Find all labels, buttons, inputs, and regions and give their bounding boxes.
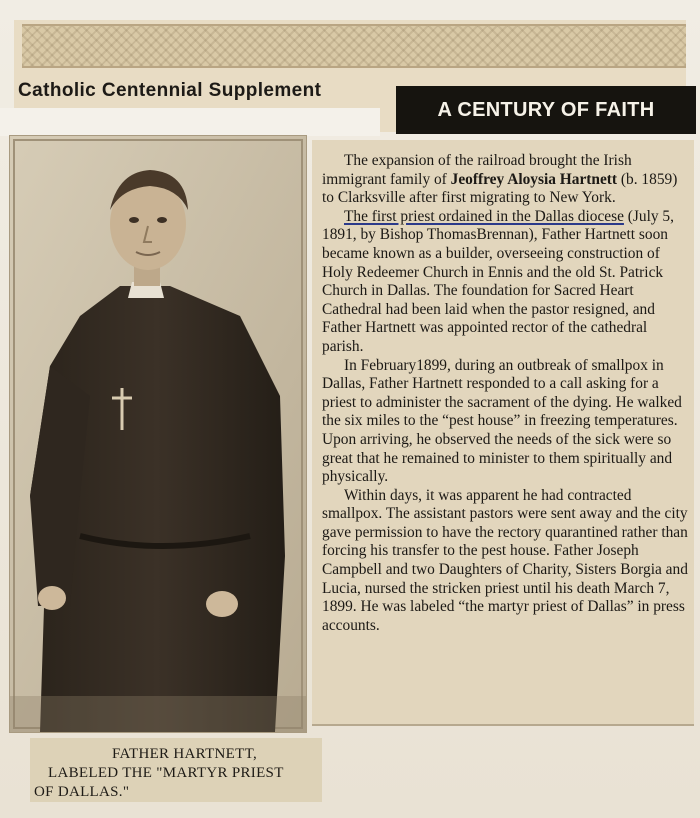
paragraph-3: In February1899, during an outbreak of smallpox in Dallas, Father Hartnett responded to a call asking for a priest to administer the sacrament of the dying. He walked the six miles to the “pest house” in freezing temperatures. Upon arriving, he observed the needs of the sick were so great that he remained to minister to them spiritually and physically. (322, 356, 682, 486)
priest-photograph (10, 136, 306, 732)
divider (312, 724, 694, 726)
decorative-border (22, 24, 686, 68)
photo-image (10, 136, 306, 732)
supplement-title: Catholic Centennial Supplement (18, 80, 322, 101)
article-body (322, 152, 690, 635)
photo-caption (30, 738, 322, 802)
paragraph-2: The first priest ordained in the Dallas diocese (July 5, 1891, by Bishop ThomasBrennan), Father Hartnett soon became known as a builder, overseeing construction of Holy Redeemer Church in Ennis and the old St. Patrick Church in Dallas. The foundation for Sacred Heart Cathedral had been laid when the pastor resigned, and Father Hartnett was appointed rector of the cathedral parish. (322, 207, 674, 355)
caption-line-3: OF DALLAS." (34, 784, 130, 800)
section-banner: A CENTURY OF FAITH (396, 86, 696, 134)
caption-line-1: FATHER HARTNETT, (112, 746, 257, 762)
paragraph-4: Within days, it was apparent he had contracted smallpox. The assistant pastors were sent away and the city gave permission to have the rectory quarantined rather than forcing his transfer to the pest house. Father Joseph Campbell and two Daughters of Charity, Sisters Borgia and Lucia, nursed the stricken priest until his death March 7, 1899. He was labeled “the martyr priest of Dallas” in press accounts. (322, 486, 688, 634)
paper-tab (0, 108, 380, 136)
article-clipping (312, 140, 694, 726)
caption-line-2: LABELED THE "MARTYR PRIEST (48, 765, 284, 781)
paragraph-1: The expansion of the railroad brought the Irish immigrant family of Jeoffrey Aloysia Hartnett (b. 1859) to Clarksville after first migrating to New York. (322, 152, 678, 207)
name-highlight: Jeoffrey Aloysia Hartnett (450, 170, 618, 188)
underlined-phrase: The first priest ordained in the Dallas diocese (344, 207, 624, 225)
